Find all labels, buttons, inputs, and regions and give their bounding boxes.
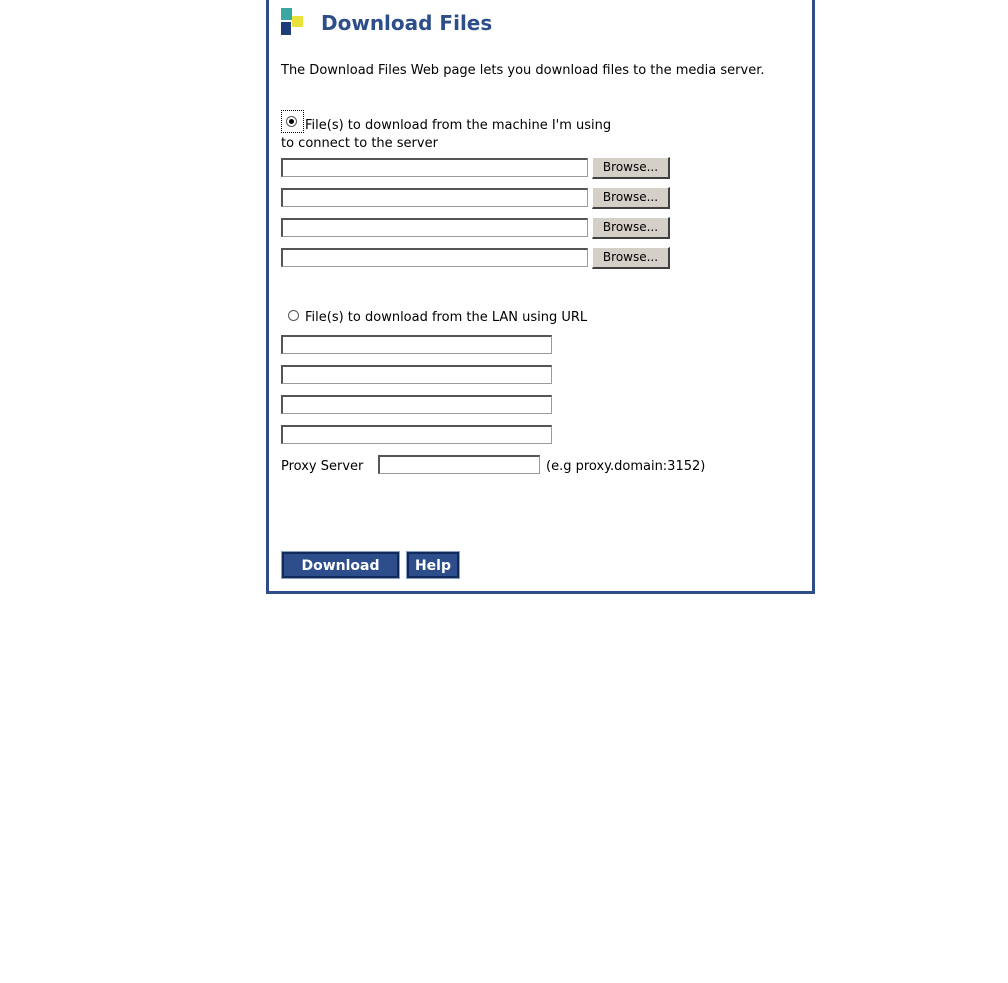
lan-url-input-1[interactable] [281,335,552,354]
lan-url-label: File(s) to download from the LAN using URL [305,310,588,325]
lan-url-input-3[interactable] [281,395,552,414]
local-files-radio[interactable] [286,116,297,127]
lan-url-input-4[interactable] [281,425,552,444]
local-files-label-line1: File(s) to download from the machine I'm using [305,118,612,133]
browse-button-3[interactable]: Browse... [592,217,670,239]
browse-button-4[interactable]: Browse... [592,247,670,269]
local-file-input-4[interactable] [281,248,588,267]
browse-button-1[interactable]: Browse... [592,157,670,179]
browse-button-2[interactable]: Browse... [592,187,670,209]
help-button[interactable]: Help [407,552,459,578]
proxy-server-label: Proxy Server [281,459,364,474]
lan-url-input-2[interactable] [281,365,552,384]
local-file-input-3[interactable] [281,218,588,237]
download-button[interactable]: Download [282,552,399,578]
local-file-input-1[interactable] [281,158,588,177]
page-description: The Download Files Web page lets you download files to the media server. [281,63,765,78]
proxy-server-input[interactable] [378,455,540,474]
lan-url-radio[interactable] [288,310,299,321]
app-logo-icon [281,8,305,38]
local-files-label-line2: to connect to the server [281,136,438,151]
download-files-panel [266,0,815,594]
page-title: Download Files [321,11,493,35]
proxy-hint: (e.g proxy.domain:3152) [546,459,706,474]
local-file-input-2[interactable] [281,188,588,207]
